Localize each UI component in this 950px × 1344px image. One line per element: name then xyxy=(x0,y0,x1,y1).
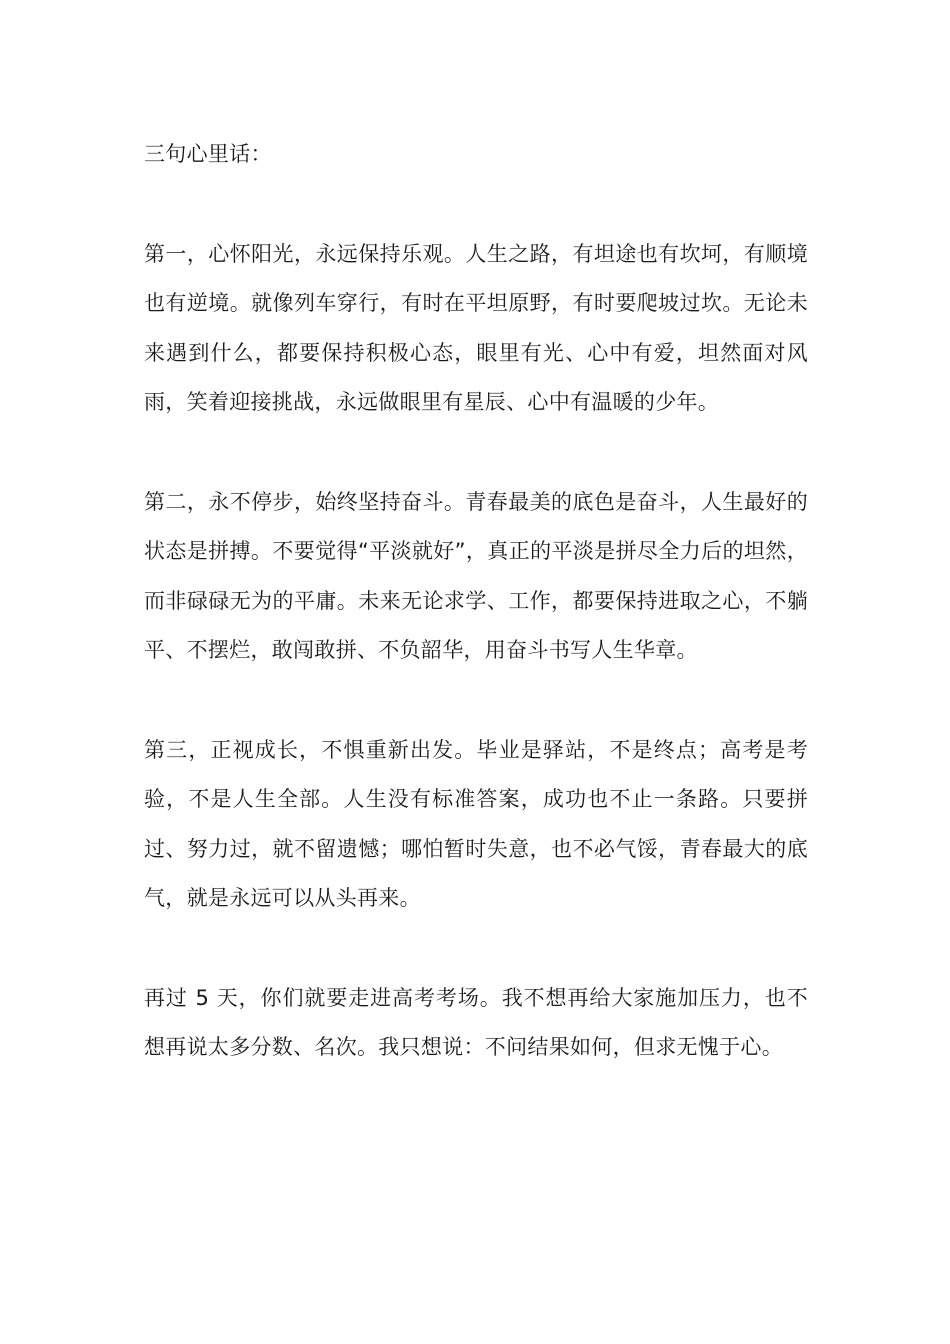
paragraph-closing: 再过 5 天，你们就要走进高考考场。我不想再给大家施加压力，也不想再说太多分数、名次。我只想说：不问结果如何，但求无愧于心。 xyxy=(144,985,808,1059)
paragraph-second: 第二，永不停步，始终坚持奋斗。青春最美的底色是奋斗，人生最好的状态是拼搏。不要觉得“平淡就好”，真正的平淡是拼尽全力后的坦然，而非碌碌无为的平庸。未来无论求学、工作，都要保持进取之心，不躺平、不摆烂，敢闯敢拼、不负韶华，用奋斗书写人生华章。 xyxy=(144,489,808,662)
document-heading: 三句心里话： xyxy=(144,142,272,166)
paragraph-first: 第一，心怀阳光，永远保持乐观。人生之路，有坦途也有坎坷，有顺境也有逆境。就像列车穿行，有时在平坦原野，有时要爬坡过坎。无论未来遇到什么，都要保持积极心态，眼里有光、心中有爱，坦然面对风雨，笑着迎接挑战，永远做眼里有星辰、心中有温暖的少年。 xyxy=(144,241,808,414)
document-body xyxy=(144,130,808,1123)
paragraph-third: 第三，正视成长，不惧重新出发。毕业是驿站，不是终点；高考是考验，不是人生全部。人生没有标准答案，成功也不止一条路。只要拼过、努力过，就不留遗憾；哪怕暂时失意，也不必气馁，青春最大的底气，就是永远可以从头再来。 xyxy=(144,737,808,910)
